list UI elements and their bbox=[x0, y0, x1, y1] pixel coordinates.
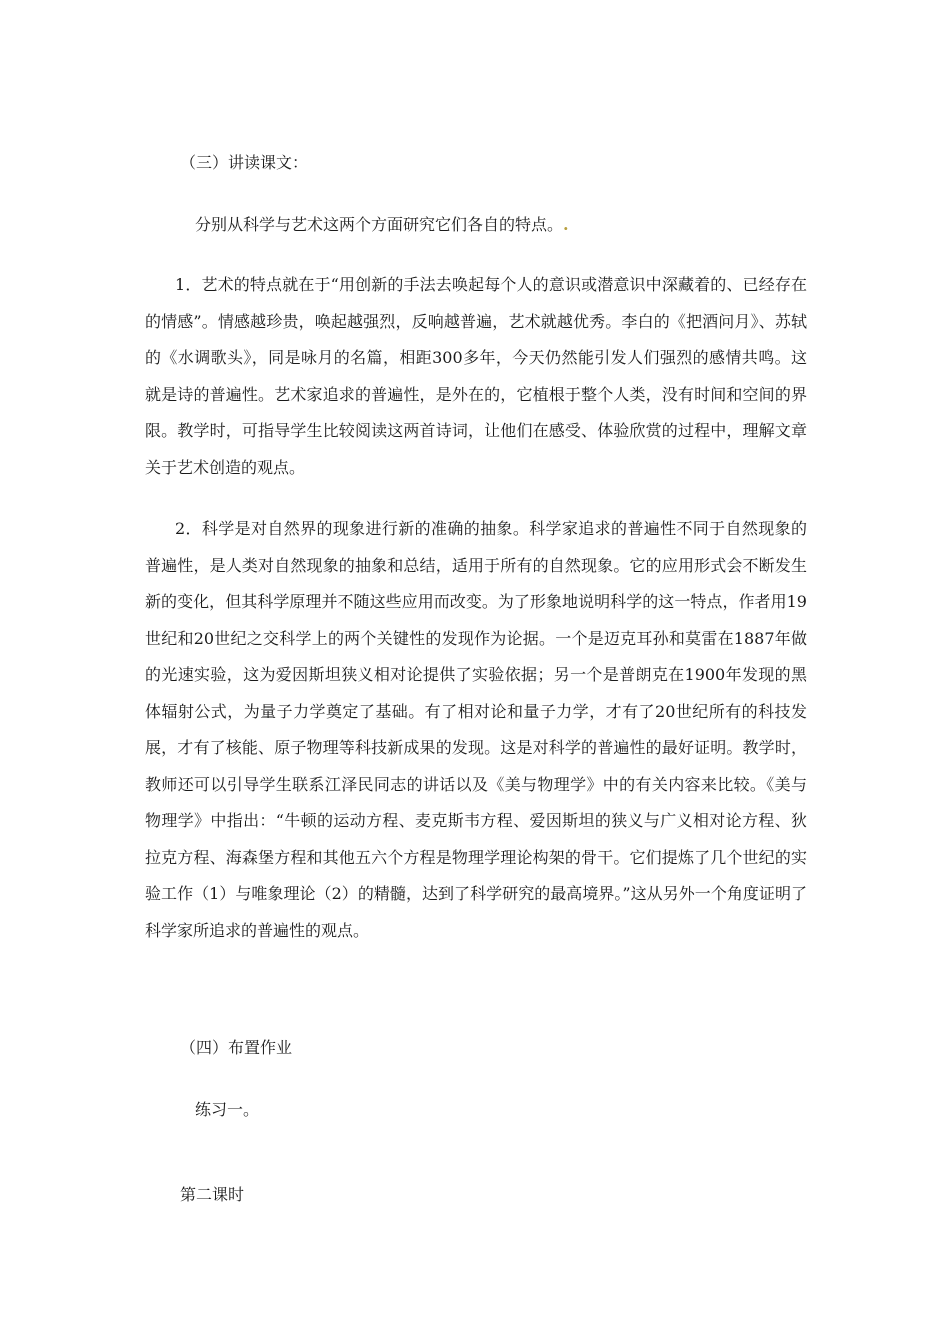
homework-item: 练习一。 bbox=[195, 1100, 260, 1119]
lesson-two-heading: 第二课时 bbox=[180, 1185, 245, 1204]
paragraph-science bbox=[145, 511, 807, 949]
section-intro-text: 分别从科学与艺术这两个方面研究它们各自的特点。 bbox=[195, 215, 564, 234]
section-heading-3: （三）讲读课文： bbox=[180, 153, 309, 172]
section-intro-mark: . bbox=[563, 215, 569, 234]
section-intro bbox=[195, 215, 569, 235]
section-heading-4: （四）布置作业 bbox=[180, 1038, 293, 1057]
paragraph-art-text: 1．艺术的特点就在于“用创新的手法去唤起每个人的意识或潜意识中深藏着的、已经存在的情感”。情感越珍贵，唤起越强烈，反响越普遍，艺术就越优秀。李白的《把酒问月》、苏轼的《水调歌头》，同是咏月的名篇，相距300多年，今天仍然能引发人们强烈的感情共鸣。这就是诗的普遍性。艺术家追求的普遍性，是外在的，它植根于整个人类，没有时间和空间的界限。教学时，可指导学生比较阅读这两首诗词，让他们在感受、体验欣赏的过程中，理解文章关于艺术创造的观点。 bbox=[145, 275, 807, 477]
paragraph-science-text: 2．科学是对自然界的现象进行新的准确的抽象。科学家追求的普遍性不同于自然现象的普遍性，是人类对自然现象的抽象和总结，适用于所有的自然现象。它的应用形式会不断发生新的变化，但其科学原理并不随这些应用而改变。为了形象地说明科学的这一特点，作者用19世纪和20世纪之交科学上的两个关键性的发现作为论据。一个是迈克耳孙和莫雷在1887年做的光速实验，这为爱因斯坦狭义相对论提供了实验依据；另一个是普朗克在1900年发现的黑体辐射公式，为量子力学奠定了基础。有了相对论和量子力学，才有了20世纪所有的科技发展，才有了核能、原子物理等科技新成果的发现。这是对科学的普遍性的最好证明。教学时，教师还可以引导学生联系江泽民同志的讲话以及《美与物理学》中的有关内容来比较。《美与物理学》中指出：“牛顿的运动方程、麦克斯韦方程、爱因斯坦的狭义与广义相对论方程、狄拉克方程、海森堡方程和其他五六个方程是物理学理论构架的骨干。它们提炼了几个世纪的实验工作（1）与唯象理论（2）的精髓，达到了科学研究的最高境界。”这从另外一个角度证明了科学家所追求的普遍性的观点。 bbox=[145, 519, 807, 940]
paragraph-art bbox=[145, 267, 807, 486]
